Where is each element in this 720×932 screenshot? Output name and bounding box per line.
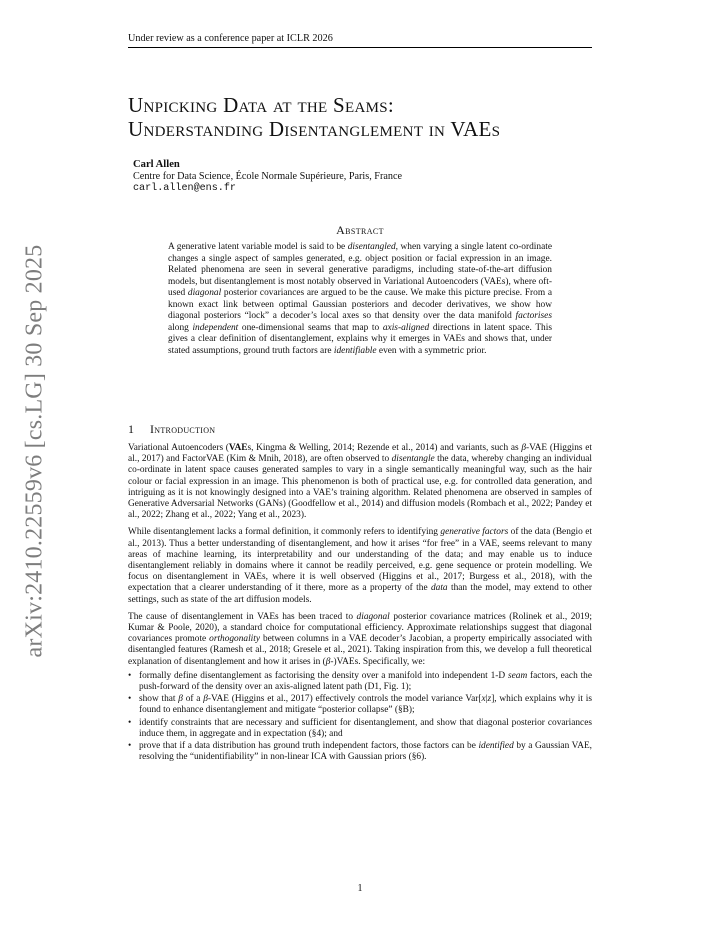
list-item <box>128 718 592 740</box>
italic-span: diagonal <box>356 611 390 622</box>
abstract-heading: Abstract <box>336 223 384 237</box>
text-span: posterior covariances are argued to be the cause. We make this picture precise. From a known exact link between optimal Gaussian posteriors and decoder derivatives, we show how diagonal posteriors “lock” a decoder’s local axes so that density over the data manifold <box>168 288 552 321</box>
italic-span: axis-aligned <box>382 322 430 333</box>
text-span: factors, each the push-forward of the density over an axis-aligned latent path (D1, Fig. 1); <box>139 670 592 693</box>
italic-span: β <box>178 694 183 705</box>
italic-span: z <box>487 694 492 705</box>
text-span: even with a symmetric prior. <box>376 345 487 356</box>
title-line-1: Unpicking Data at the Seams: <box>128 93 395 117</box>
text-span: While disentanglement lacks a formal definition, it commonly refers to identifying <box>128 527 441 538</box>
italic-span: independent <box>192 322 239 333</box>
italic-span: factorises <box>515 311 552 321</box>
abstract-text <box>168 242 552 357</box>
italic-span: orthogonality <box>209 634 261 645</box>
italic-span: disentangle <box>391 454 435 465</box>
italic-span: disentangled <box>347 242 396 252</box>
text-span: of a <box>182 694 204 705</box>
text-span: of the data (Bengio et al., 2013). Thus a better understanding of disentanglement, and how it arises “for free” in a VAE, seems relevant to many areas of machine learning, its interpretability and our understanding of the data; and may enable us to induce disentanglement reliably in domains where it cannot be readily perceived, e.g. gene sequence or protein modelling. We focus on disentanglement in VAEs, where it is well observed (Higgins et al., 2017; Burgess et al., 2018), with the expectation that a clearer understanding of it there, more as a property of the <box>128 527 592 594</box>
text-span: show that <box>139 694 179 705</box>
bold-span: VAE <box>228 443 248 453</box>
text-span: A generative latent variable model is said to be <box>168 242 348 252</box>
list-item <box>128 694 592 716</box>
text-span: , when varying a single latent co-ordinate changes a single aspect of samples generated, e.g. object position or facial expression in an image. Related phenomena are seen in several generative paradigms, including state-of-the-art diffusion models, but disentanglement is most notably observed in Variational Autoencoders (VAEs), where oft-used <box>168 242 553 298</box>
list-item <box>128 741 592 763</box>
text-span: by a Gaussian VAE, resolving the “unidentifiability” in non-linear ICA with Gaussian priors (§6). <box>139 741 592 763</box>
list-item-text <box>139 741 592 762</box>
list-item-text <box>139 694 592 715</box>
author-email: carl.allen@ens.fr <box>133 183 236 194</box>
text-span: Variational Autoencoders ( <box>128 443 229 453</box>
italic-span: identified <box>478 741 514 752</box>
italic-span: β <box>203 694 208 705</box>
italic-span: identifiable <box>333 345 377 356</box>
italic-span: diagonal <box>187 288 222 298</box>
running-header: Under review as a conference paper at ICLR 2026 <box>128 33 592 48</box>
author-name: Carl Allen <box>133 159 180 170</box>
section-heading <box>128 422 592 437</box>
italic-span: β <box>521 443 527 453</box>
author-affiliation: Centre for Data Science, École Normale Supérieure, Paris, France <box>133 171 403 182</box>
italic-span: data <box>430 583 448 594</box>
italic-span: β <box>325 656 331 667</box>
section-title: Introduction <box>150 422 216 436</box>
italic-span: generative factors <box>440 527 509 538</box>
text-span: | <box>485 694 488 705</box>
text-span: identify constraints that are necessary and sufficient for disentanglement, and show that diagonal posterior covariances induce them, in aggregate and in expectation (§4); and <box>139 717 592 739</box>
text-span: than the model, may extend to other settings, such as state of the art diffusion models. <box>128 583 592 605</box>
text-span: formally define disentanglement as factorising the density over a manifold into independent 1-D <box>139 670 508 681</box>
text-span: s, Kingma & Welling, 2014; Rezende et al., 2014) and variants, such as <box>247 443 522 453</box>
paragraph-1 <box>128 443 592 521</box>
list-item-text <box>139 671 592 692</box>
title-line-2: Understanding Disentanglement in VAEs <box>128 117 501 141</box>
arxiv-stamp-text: arXiv:2410.22559v6 [cs.LG] 30 Sep 2025 <box>21 244 48 658</box>
bullet-icon: • <box>128 741 132 752</box>
text-span: -VAE (Higgins et al., 2017) and FactorVAE (Kim & Mnih, 2018), are often observed to <box>128 443 593 465</box>
paper-title <box>128 93 598 141</box>
bullet-icon: • <box>128 694 132 705</box>
bullet-icon: • <box>128 717 132 728</box>
text-span: prove that if a data distribution has ground truth independent factors, those factors can be <box>139 741 479 752</box>
italic-span: x <box>481 694 486 705</box>
text-span: the data, whereby changing an individual co-ordinate in latent space causes generated samples to vary in a single semantically meaningful way, such as the hair colour or facial expression in an image. This phenomenon is both of practical use, e.g. for controlled data generation, and intriguing as it is not knowingly designed into a VAE’s training algorithm. Related phenomena are observed in samples of Generative Adversarial Networks (GANs) (Goodfellow et al., 2014) and diffusion models (Rombach et al., 2022; Pandey et al., 2022; Zhang et al., 2022; Yang et al., 2023). <box>128 454 592 521</box>
paragraph-3 <box>128 612 592 668</box>
body-text <box>128 443 592 764</box>
text-span: ], which explains why it is found to enhance disentanglement and mitigate “posterior collapse” (§B); <box>139 694 592 716</box>
text-span: -)VAEs. Specifically, we: <box>330 656 426 667</box>
page-number: 1 <box>357 883 363 894</box>
text-span: The cause of disentanglement in VAEs has been traced to <box>128 611 357 622</box>
author-block <box>133 159 553 195</box>
text-span: along <box>168 322 193 333</box>
section-number: 1 <box>128 422 135 436</box>
contribution-list <box>128 671 592 764</box>
list-item-text <box>139 718 592 739</box>
bullet-icon: • <box>128 670 132 681</box>
paragraph-2 <box>128 527 592 605</box>
text-span: one-dimensional seams that map to <box>238 322 383 333</box>
text-span: between columns in a VAE decoder’s Jacobian, a property empirically associated with disentangled features (Ramesh et al., 2018; Gresele et al., 2021). Taking inspiration from this, we develop a full theoretical explanation of disentanglement and how it arises in ( <box>128 634 592 667</box>
list-item <box>128 671 592 693</box>
text-span: directions in latent space. This gives a clear definition of disentanglement, explains why it emerges in VAEs and shows that, under stated assumptions, ground truth factors are <box>168 322 553 356</box>
text-span: posterior covariance matrices (Rolinek et al., 2019; Kumar & Poole, 2020), a standard choice for computational efficiency. Approximate relationships suggest that diagonal covariances promote <box>128 611 592 645</box>
text-span: -VAE (Higgins et al., 2017) effectively controls the model variance Var[ <box>207 694 482 705</box>
italic-span: seam <box>508 670 528 681</box>
